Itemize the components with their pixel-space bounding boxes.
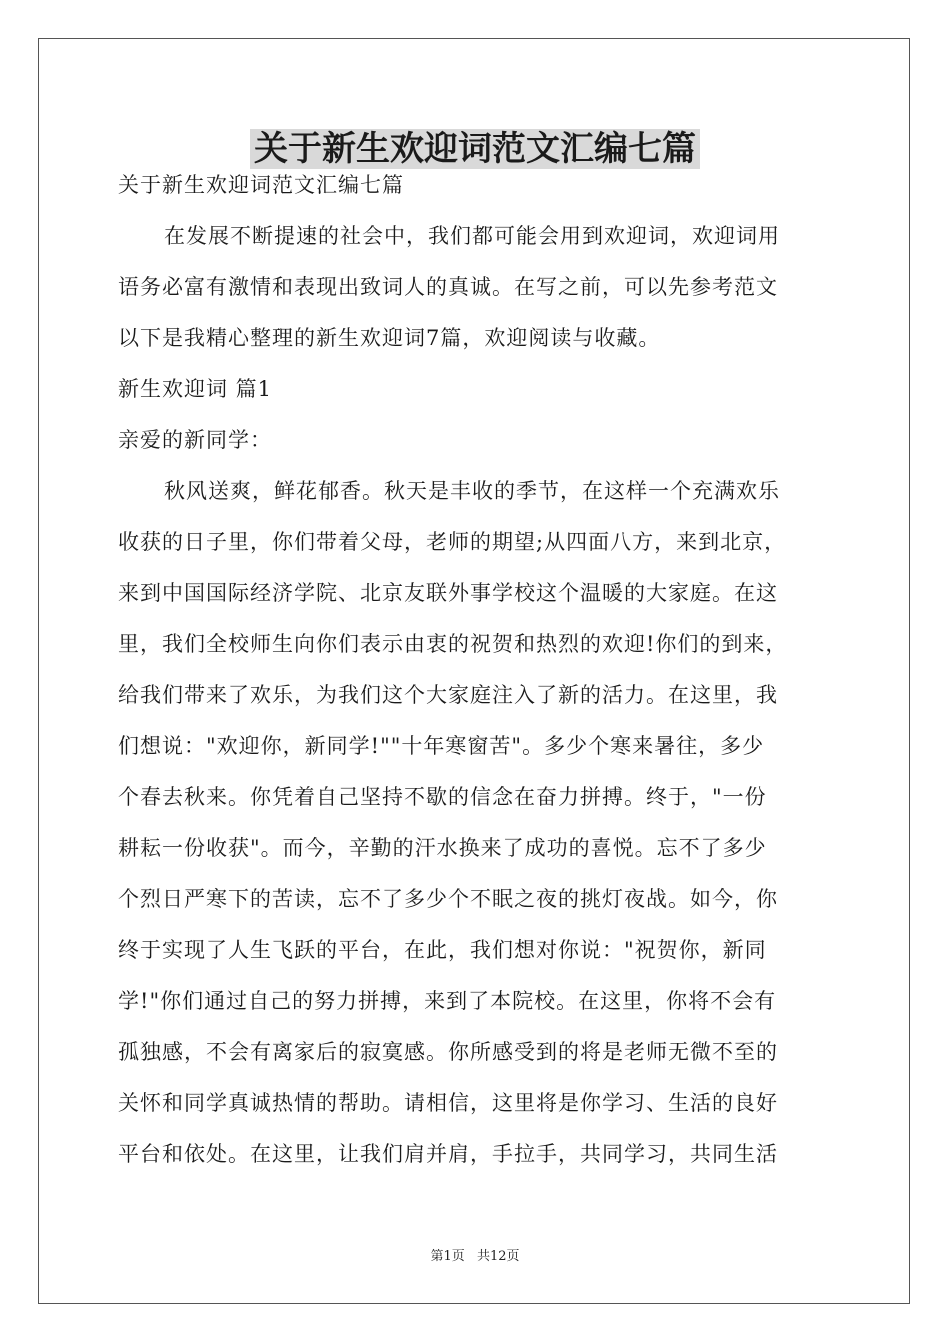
- document-subtitle: 关于新生欢迎词范文汇编七篇: [118, 173, 404, 197]
- intro-line: 以下是我精心整理的新生欢迎词7篇，欢迎阅读与收藏。: [118, 326, 661, 350]
- body-line: 们想说："欢迎你，新同学!""十年寒窗苦"。多少个寒来暑往，多少: [118, 734, 765, 758]
- body-line: 来到中国国际经济学院、北京友联外事学校这个温暖的大家庭。在这: [118, 581, 778, 605]
- body-line: 孤独感，不会有离家后的寂寞感。你所感受到的将是老师无微不至的: [118, 1040, 778, 1064]
- body-line: 学!"你们通过自己的努力拼搏，来到了本院校。在这里，你将不会有: [118, 989, 777, 1013]
- body-line: 个烈日严寒下的苦读，忘不了多少个不眠之夜的挑灯夜战。如今，你: [118, 887, 778, 911]
- body-line: 终于实现了人生飞跃的平台，在此，我们想对你说："祝贺你，新同: [118, 938, 767, 962]
- body-line: 耕耘一份收获"。而今，辛勤的汗水换来了成功的喜悦。忘不了多少: [118, 836, 767, 860]
- intro-line: 在发展不断提速的社会中，我们都可能会用到欢迎词，欢迎词用: [164, 224, 780, 248]
- body-line: 里，我们全校师生向你们表示由衷的祝贺和热烈的欢迎!你们的到来，: [118, 632, 788, 656]
- total-pages: 共12页: [476, 1249, 520, 1264]
- body-line: 关怀和同学真诚热情的帮助。请相信，这里将是你学习、生活的良好: [118, 1091, 778, 1115]
- section-heading: 新生欢迎词 篇1: [118, 377, 273, 401]
- body-line: 平台和依处。在这里，让我们肩并肩，手拉手，共同学习，共同生活: [118, 1142, 778, 1166]
- body-line: 收获的日子里，你们带着父母，老师的期望;从四面八方，来到北京，: [118, 530, 787, 554]
- salutation: 亲爱的新同学：: [118, 428, 272, 452]
- body-line: 个春去秋来。你凭着自己坚持不歇的信念在奋力拼搏。终于，"一份: [118, 785, 767, 809]
- body-line: 秋风送爽，鲜花郁香。秋天是丰收的季节，在这样一个充满欢乐: [164, 479, 780, 503]
- document-body: [118, 160, 834, 1180]
- page-number: 第1页: [430, 1249, 465, 1264]
- intro-line: 语务必富有激情和表现出致词人的真诚。在写之前，可以先参考范文: [118, 275, 778, 299]
- body-line: 给我们带来了欢乐，为我们这个大家庭注入了新的活力。在这里，我: [118, 683, 778, 707]
- page-footer: [0, 1245, 950, 1264]
- document-title-text: 关于新生欢迎词范文汇编七篇: [250, 129, 700, 169]
